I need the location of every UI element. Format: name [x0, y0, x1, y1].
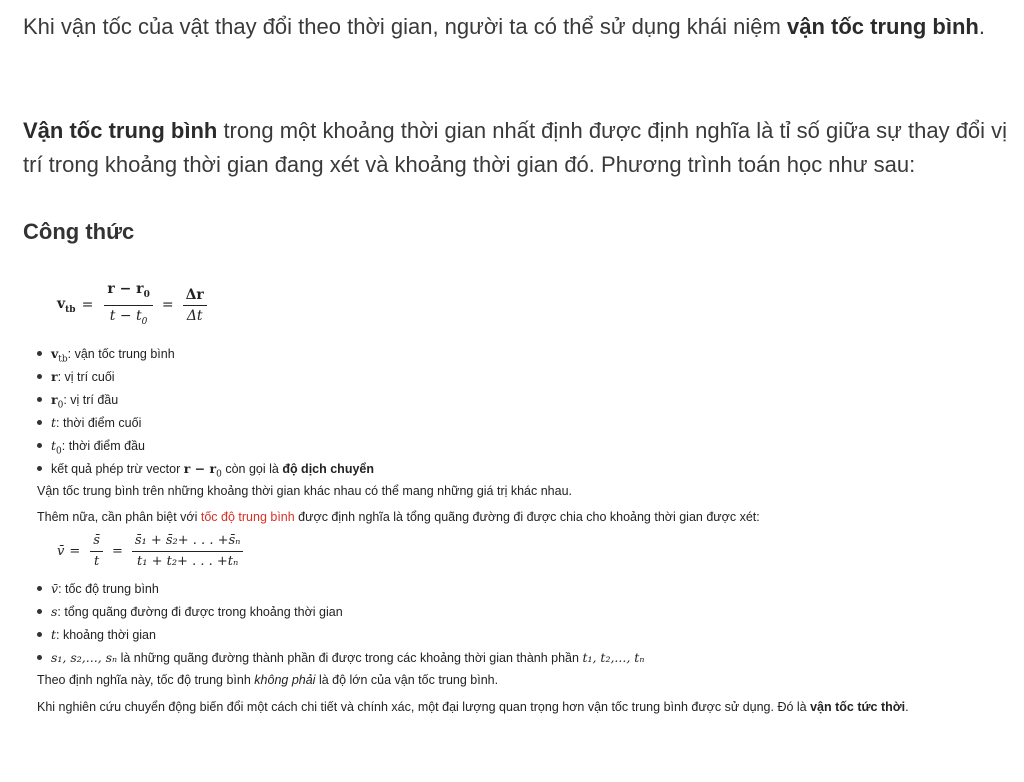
list-item: t: khoảng thời gian — [37, 623, 1012, 646]
paragraph-c: Theo định nghĩa này, tốc độ trung bình không phải là độ lớn của vận tốc trung bình. — [37, 673, 499, 687]
formula-lhs: $v_{tb}$ — [57, 295, 76, 315]
list-item: $r_0$: vị trí đầu — [37, 388, 1012, 411]
list-item: t: thời điểm cuối — [37, 411, 1012, 434]
symbol-list-1 — [37, 342, 1012, 480]
intro-paragraph-1 — [23, 10, 1013, 44]
intro-punct: . — [978, 14, 985, 39]
average-speed-formula: v̄ = $\frac{s̄}{t}$ = $\frac{\text{s̄₁ + s̄₂+ . . . +s̄ₙ}}{\text{t₁ + t₂+ . . . +tₙ}}$ — [57, 529, 1012, 573]
list-item: $t_0$: thời điểm đầu — [37, 434, 1012, 457]
list-item: $v_{tb}$: vận tốc trung bình — [37, 342, 1012, 365]
formula-content — [37, 280, 1012, 719]
list-item: s: tổng quãng đường đi được trong khoảng thời gian — [37, 600, 1012, 623]
symbol-list-2 — [37, 577, 1012, 669]
definition-text: trong một khoảng thời gian nhất định được định nghĩa là tỉ số giữa sự thay đổi vị trí trong khoảng thời gian đang xét và khoảng thời gian đó. Phương trình toán học như sau: — [23, 118, 1008, 177]
paragraph-a: Vận tốc trung bình trên những khoảng thời gian khác nhau có thể mang những giá trị khác nhau. — [37, 484, 573, 498]
paragraph-d: Khi nghiên cứu chuyển động biến đổi một cách chi tiết và chính xác, một đại lượng quan trọng hơn vận tốc trung bình được sử dụng. Đó là vận tốc tức thời. — [37, 700, 909, 714]
intro-text: Khi vận tốc của vật thay đổi theo thời gian, người ta có thể sử dụng khái niệm — [23, 14, 787, 39]
section-heading: Công thức — [23, 219, 135, 244]
intro-paragraph-2 — [23, 114, 1013, 182]
intro-bold-term: vận tốc trung bình — [786, 14, 979, 39]
average-velocity-formula: $v_{tb}$ = $\frac{r - r_0}{t - t_0}$ = $\frac{\Delta r}{\Delta t}$ — [57, 280, 1012, 330]
average-speed-link[interactable]: tốc độ trung bình — [200, 510, 295, 524]
formula-fraction-2: $\frac{\Delta r}{\Delta t}$ — [183, 287, 207, 324]
formula-fraction-1: $\frac{r - r_0}{t - t_0}$ — [104, 281, 153, 330]
list-item: kết quả phép trừ vector $r - r_0$ còn gọi là độ dịch chuyển — [37, 457, 1012, 480]
list-item: v̄: tốc độ trung bình — [37, 577, 1012, 600]
definition-bold-term: Vận tốc trung bình — [23, 118, 218, 143]
list-item: r: vị trí cuối — [37, 365, 1012, 388]
paragraph-b: Thêm nữa, cần phân biệt với tốc độ trung bình được định nghĩa là tổng quãng đường đi được chia cho khoảng thời gian được xét: — [37, 510, 760, 524]
list-item: s₁, s₂,..., sₙ là những quãng đường thành phần đi được trong các khoảng thời gian thành phần t₁, t₂,..., tₙ — [37, 646, 1012, 669]
